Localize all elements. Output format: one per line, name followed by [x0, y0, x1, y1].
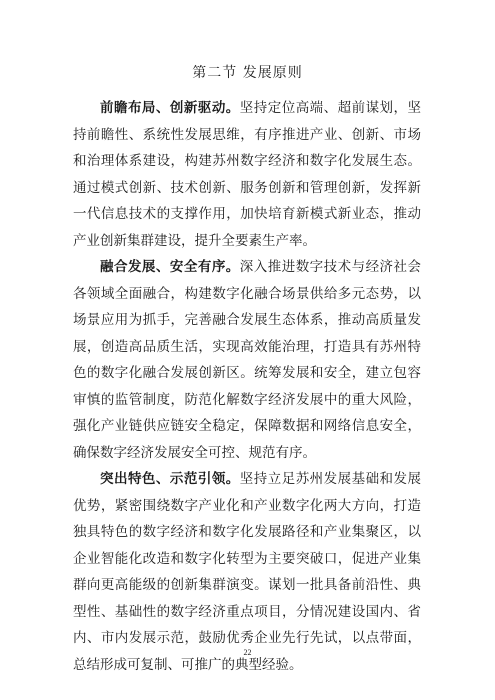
- principle-text: 深入推进数字技术与经济社会各领域全面融合，构建数字化融合场景供给多元态势，以场景应用为抓手，完善融合发展生态体系，推动高质量发展，创造高品质生活，实现高效能治理，打造具有苏州特色的数字化融合发展创新区。统筹发展和安全，建立包容审慎的监管制度，防范化解数字经济发展中的重大风险，强化产业链供应链安全稳定，保障数据和网络信息安全，确保数字经济发展安全可控、规范有序。: [73, 259, 422, 461]
- body-text: [73, 95, 421, 678]
- principle-heading: 前瞻布局、创新驱动。: [100, 100, 240, 116]
- principle-text: 坚持定位高端、超前谋划，坚持前瞻性、系统性发展思维，有序推进产业、创新、市场和治理体系建设，构建苏州数字经济和数字化发展生态。通过模式创新、技术创新、服务创新和管理创新，发挥新一代信息技术的支撑作用，加快培育新模式新业态，推动产业创新集群建设，提升全要素生产率。: [73, 100, 422, 249]
- paragraph-principle-2: [73, 254, 421, 466]
- paragraph-principle-1: [73, 95, 421, 254]
- section-title: 第二节 发展原则: [192, 65, 303, 81]
- principle-text: 坚持立足苏州发展基础和发展优势，紧密围绕数字产业化和产业数字化两大方向，打造独具特色的数字经济和数字化发展路径和产业集聚区，以企业智能化改造和数字化转型为主要突破口，促进产业集群向更高能级的创新集群演变。谋划一批具备前沿性、典型性、基础性的数字经济重点项目，分情况建设国内、省内、市内发展示范，鼓励优秀企业先行先试，以点带面，总结形成可复制、可推广的典型经验。: [73, 471, 422, 673]
- principle-heading: 突出特色、示范引领。: [100, 471, 240, 487]
- paragraph-principle-3: [73, 466, 421, 678]
- page-number: 22: [243, 648, 252, 657]
- principle-heading: 融合发展、安全有序。: [100, 259, 240, 275]
